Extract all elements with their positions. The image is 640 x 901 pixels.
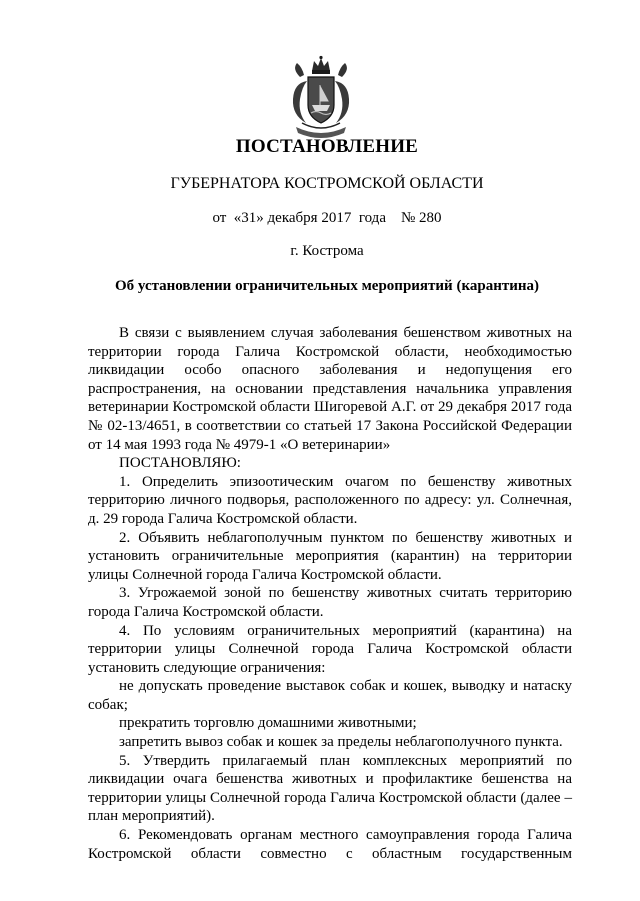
coat-of-arms-emblem <box>288 55 354 139</box>
date-and-number: от «31» декабря 2017 года № 280 <box>212 210 442 226</box>
issuer-line: ГУБЕРНАТОРА КОСТРОМСКОЙ ОБЛАСТИ <box>170 175 484 192</box>
paragraph-restriction-3: запретить вывоз собак и кошек за пределы неблагополучного пункта. <box>119 734 563 751</box>
paragraph-preamble: В связи с выявлением случая заболевания бешенством животных на территории города Галича Костромской области, необходимостью ликвидации особо опасного заболевания и недопущения его распространения, на основании представления начальника управления ветеринарии Костромской области Шигоревой А.Г. от 29 декабря 2017 года № 02-13/4651, в соответствии со статьей 17 Закона Российской Федерации от 14 мая 1993 года № 4979-1 «О ветеринарии» <box>88 325 572 453</box>
paragraph-restriction-1: не допускать проведение выставок собак и кошек, выводку и натаску собак; <box>88 678 572 713</box>
paragraph-item-6: 6. Рекомендовать органам местного самоуправления города Галича Костромской области совместно с областным государственным <box>88 827 572 862</box>
paragraph-resolve: ПОСТАНОВЛЯЮ: <box>119 455 241 472</box>
document-body <box>88 324 572 863</box>
paragraph-item-1: 1. Определить эпизоотическим очагом по бешенству животных территорию личного подворья, расположенного по адресу: ул. Солнечная, д. 29 города Галича Костромской области. <box>88 473 572 527</box>
paragraph-restriction-2: прекратить торговлю домашними животными; <box>119 715 417 732</box>
document-title: ПОСТАНОВЛЕНИЕ <box>235 136 419 157</box>
paragraph-item-3: 3. Угрожаемой зоной по бешенству животных считать территорию города Галича Костромской области. <box>88 585 572 620</box>
paragraph-item-5: 5. Утвердить прилагаемый план комплексных мероприятий по ликвидации очага бешенства животных и профилактике бешенства на территории улицы Солнечной города Галича Костромской области (далее – план мероприятий). <box>88 752 572 825</box>
paragraph-item-4: 4. По условиям ограничительных мероприятий (карантина) на территории улицы Солнечной города Галича Костромской области установить следующие ограничения: <box>88 622 572 676</box>
resolution-heading: Об установлении ограничительных мероприятий (карантина) <box>114 278 539 294</box>
paragraph-item-2: 2. Объявить неблагополучным пунктом по бешенству животных и установить ограничительные мероприятия (карантин) на территории улицы Солнечной города Галича Костромской области. <box>88 529 572 583</box>
city-line: г. Кострома <box>290 243 364 259</box>
